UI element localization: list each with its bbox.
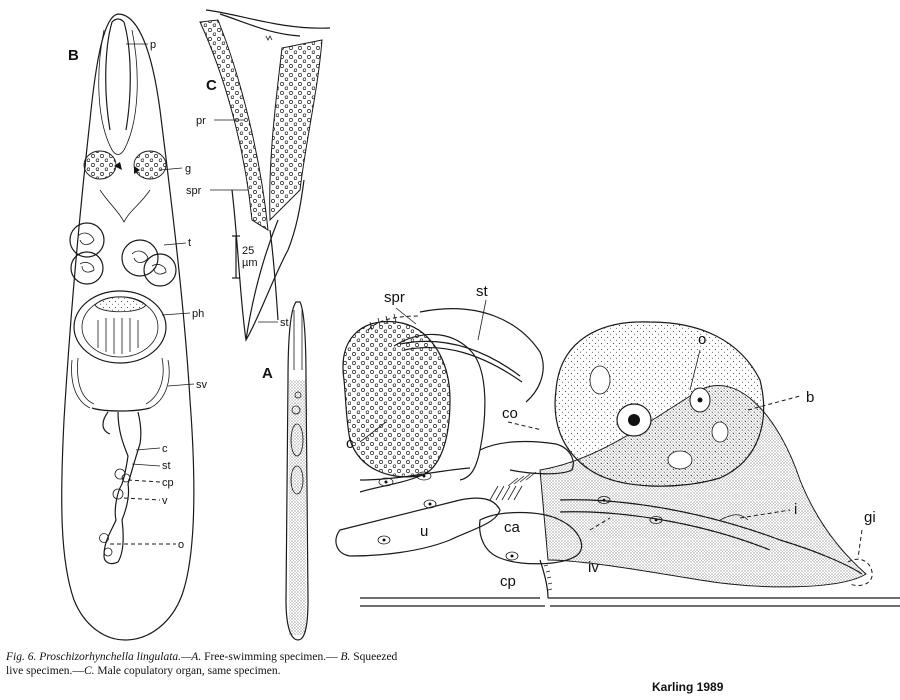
- label-c-spr: spr: [186, 185, 202, 197]
- label-b-v: v: [162, 495, 168, 507]
- uterus: [336, 498, 500, 556]
- label-r-o: o: [698, 331, 707, 348]
- label-r-spr: spr: [384, 289, 405, 306]
- caption-b-key: B.: [340, 651, 351, 663]
- pharynx-lumen: [95, 297, 146, 312]
- label-r-u: u: [420, 523, 429, 540]
- free-swimming-gut: [289, 380, 306, 635]
- panel-b-drawing: [62, 14, 194, 640]
- prostate-right: [270, 40, 322, 220]
- prostate-left: [200, 20, 268, 230]
- label-r-co: co: [502, 405, 518, 422]
- label-b-g: g: [185, 163, 192, 175]
- gland-left: [84, 151, 116, 179]
- caption-a-text: Free-swimming specimen.—: [204, 651, 338, 663]
- label-r-cp: cp: [500, 573, 516, 590]
- caption-c-key: C.: [83, 665, 95, 677]
- label-r-gi: gi: [864, 509, 876, 526]
- label-r-c: c: [346, 435, 354, 452]
- testes: [70, 223, 176, 286]
- label-r-st: st: [476, 283, 488, 300]
- caption-species: Proschizorhynchella lingulata.: [39, 651, 182, 663]
- label-b-c: c: [162, 443, 168, 455]
- label-b-cp: cp: [162, 477, 174, 489]
- label-c-pr: pr: [196, 115, 206, 127]
- panel-c-drawing: [200, 10, 330, 340]
- gland-right: [134, 151, 166, 179]
- label-b-o: o: [178, 539, 185, 551]
- label-r-iv: iv: [588, 559, 599, 576]
- caption-c-text: Male copulatory organ, same specimen.: [97, 665, 281, 677]
- seminal-vesicles: [72, 358, 170, 408]
- panel-a-drawing: [286, 302, 308, 640]
- label-b-sv: sv: [196, 379, 207, 391]
- copulatory-organ: [103, 412, 141, 564]
- panel-label-a: A: [262, 365, 273, 382]
- sagittal-section: [336, 300, 900, 606]
- stylet: [270, 230, 278, 320]
- scale-bar-value: 25: [242, 245, 255, 257]
- ovary: [555, 322, 764, 486]
- caption-a-key: —A.: [181, 651, 202, 663]
- label-c-st: st: [280, 317, 289, 329]
- label-r-i: i: [794, 501, 798, 518]
- figure-caption: [6, 650, 401, 678]
- label-b-p: p: [150, 39, 157, 51]
- caption-b-text: Squeezed live specimen.—: [6, 651, 398, 677]
- proboscis: [106, 19, 131, 130]
- body-outline: [62, 14, 194, 640]
- label-b-ph: ph: [192, 308, 205, 320]
- label-b-t: t: [188, 237, 192, 249]
- label-r-ca: ca: [504, 519, 520, 536]
- panel-label-b: B: [68, 47, 79, 64]
- figure-credit: Karling 1989: [652, 680, 724, 694]
- caption-fig: Fig. 6.: [6, 651, 37, 663]
- scale-bar-unit: µm: [242, 257, 258, 269]
- panel-label-c: C: [206, 77, 217, 94]
- label-r-b: b: [806, 389, 815, 406]
- label-b-st: st: [162, 460, 171, 472]
